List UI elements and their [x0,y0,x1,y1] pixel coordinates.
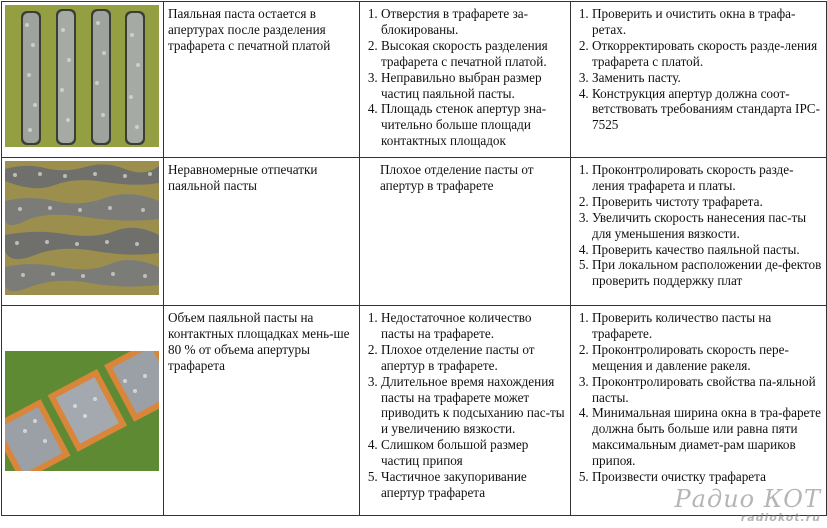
watermark-title: Радио КОТ [674,485,821,513]
list-item: 3. Проконтролировать свойства па-яльной пасты. [592,374,822,406]
uneven-paste-prints-photo [5,161,159,295]
list-item: 1. Проверить и очистить окна в трафа-ретах. [592,6,822,38]
list-item: 2. Высокая скорость разделения трафарета с печатной платой. [381,38,566,70]
list-item: 1. Недостаточное количество пасты на трафарете. [381,310,566,342]
list-item: 3. Длительное время нахождения пасты на трафарете может приводить к подсыханию пас-ты и увеличению вязкости. [381,374,566,438]
list-item: 3. Увеличить скорость нанесения пас-ты для уменьшения вязкости. [592,210,822,242]
image-cell [2,2,164,158]
list-item: 5. При локальном расположении де-фектов проверить поддержку плат [592,257,822,289]
defect-description: Объем паяльной пасты на контактных площадках мень-ше 80 % от объема апертуры трафарета [164,306,360,516]
causes-list [364,6,566,149]
list-item: 1. Проверить количество пасты на трафарете. [592,310,822,342]
list-item: 4. Минимальная ширина окна в тра-фарете должна быть больше или равна пяти максимальным диамет-рам шариков припоя. [592,405,822,469]
image-cell [2,158,164,306]
list-item: 2. Проверить чистоту трафарета. [592,194,822,210]
clogged-stencil-apertures-photo [5,5,159,147]
image-cell [2,306,164,516]
remedies-list [575,162,822,289]
remedies-cell [571,306,827,516]
list-item: 4. Конструкция апертур должна соот-ветствовать требованиям стандарта IPC-7525 [592,86,822,134]
list-item: 2. Откорректировать скорость разде-ления трафарета с платой. [592,38,822,70]
watermark-url: radiokot.ru [740,511,821,524]
list-item: 4. Проверить качество паяльной пасты. [592,242,822,258]
causes-cell [360,306,571,516]
list-item: 1. Проконтролировать скорость разде-ления трафарета и платы. [592,162,822,194]
list-item: 5. Произвести очистку трафарета [592,469,822,485]
causes-cell [360,2,571,158]
list-item: 3. Заменить пасту. [592,70,822,86]
table-row [2,306,827,516]
list-item: 3. Неправильно выбран размер частиц паяльной пасты. [381,70,566,102]
list-item: 4. Площадь стенок апертур зна-чительно больше площади контактных площадок [381,101,566,149]
defects-table [1,1,827,516]
remedies-cell [571,158,827,306]
remedies-list [575,6,822,133]
defect-description: Неравномерные отпечатки паяльной пасты [164,158,360,306]
causes-list [364,310,566,501]
list-item: 1. Отверстия в трафарете за-блокированы. [381,6,566,38]
list-item: 2. Проконтролировать скорость пере-мещения и давление ракеля. [592,342,822,374]
insufficient-paste-volume-photo [5,351,159,471]
list-item: 4. Слишком большой размер частиц припоя [381,437,566,469]
watermark [675,487,821,524]
list-item: 2. Плохое отделение пасты от апертур в трафарете. [381,342,566,374]
remedies-list [575,310,822,485]
causes-cell: Плохое отделение пасты от апертур в трафарете [360,158,571,306]
table-row [2,158,827,306]
defect-description: Паяльная паста остается в апертурах после разделения трафарета с печатной платой [164,2,360,158]
table-row [2,2,827,158]
remedies-cell [571,2,827,158]
list-item: 5. Частичное закупоривание апертур трафарета [381,469,566,501]
